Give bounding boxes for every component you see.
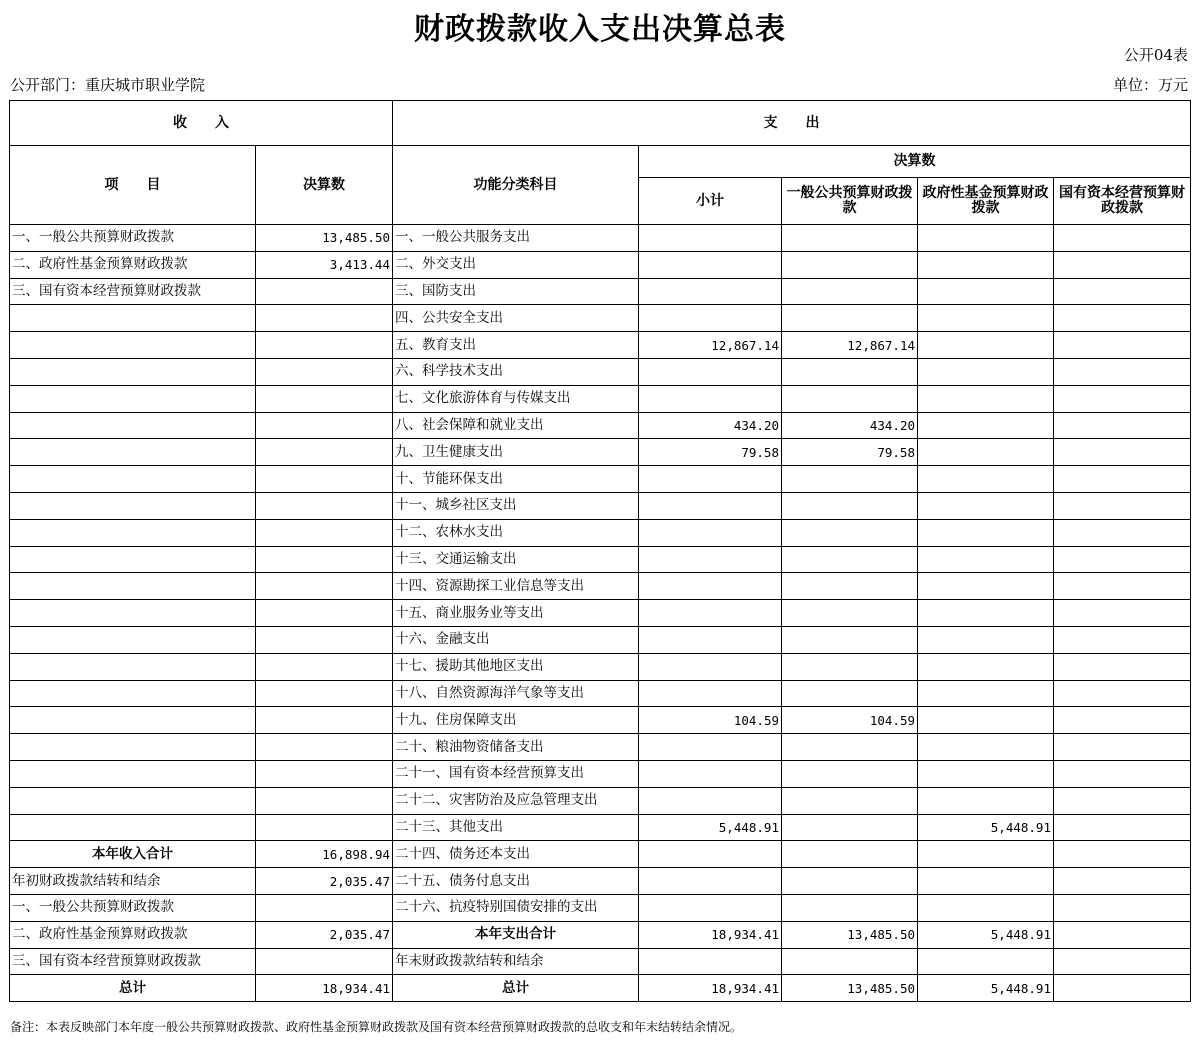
income-amount-cell <box>256 680 393 707</box>
subtotal-cell <box>639 626 782 653</box>
fund-budget-cell <box>918 305 1054 332</box>
general-budget-cell <box>782 600 918 627</box>
general-budget-cell <box>782 868 918 895</box>
income-item-cell: 三、国有资本经营预算财政拨款 <box>10 948 256 975</box>
table-row <box>10 546 1191 573</box>
income-amount-cell <box>256 573 393 600</box>
state-capital-cell <box>1054 600 1191 627</box>
table-row <box>10 466 1191 493</box>
subtotal-header: 小计 <box>639 178 782 225</box>
page-title: 财政拨款收入支出决算总表 <box>414 12 786 47</box>
category-header: 功能分类科目 <box>393 146 639 225</box>
income-item-cell: 一、一般公共预算财政拨款 <box>10 894 256 921</box>
income-amount-cell <box>256 305 393 332</box>
expense-item-cell: 二十、粮油物资储备支出 <box>393 734 639 761</box>
header-row-2 <box>10 146 1191 178</box>
income-item-cell <box>10 466 256 493</box>
general-budget-cell <box>782 734 918 761</box>
income-amount-cell <box>256 466 393 493</box>
income-item-cell <box>10 734 256 761</box>
state-capital-cell <box>1054 439 1191 466</box>
table-row <box>10 760 1191 787</box>
fund-budget-cell <box>918 948 1054 975</box>
general-budget-cell <box>782 653 918 680</box>
income-item-cell <box>10 439 256 466</box>
expense-item-cell: 一、一般公共服务支出 <box>393 225 639 252</box>
table-row <box>10 573 1191 600</box>
general-budget-cell: 79.58 <box>782 439 918 466</box>
state-capital-cell <box>1054 948 1191 975</box>
general-budget-cell <box>782 546 918 573</box>
state-capital-cell <box>1054 841 1191 868</box>
subtotal-cell <box>639 573 782 600</box>
expense-item-cell: 八、社会保障和就业支出 <box>393 412 639 439</box>
state-capital-cell <box>1054 546 1191 573</box>
expense-item-cell: 十一、城乡社区支出 <box>393 492 639 519</box>
table-row <box>10 787 1191 814</box>
subtotal-cell <box>639 225 782 252</box>
subtotal-cell: 79.58 <box>639 439 782 466</box>
subtotal-cell <box>639 519 782 546</box>
state-capital-cell <box>1054 332 1191 359</box>
income-item-cell <box>10 492 256 519</box>
subtotal-cell <box>639 841 782 868</box>
fund-budget-cell <box>918 600 1054 627</box>
fund-budget-cell <box>918 734 1054 761</box>
subtotal-cell <box>639 358 782 385</box>
table-row <box>10 734 1191 761</box>
income-amount-cell <box>256 814 393 841</box>
income-item-cell <box>10 787 256 814</box>
table-row <box>10 868 1191 895</box>
state-capital-cell <box>1054 787 1191 814</box>
general-budget-cell <box>782 385 918 412</box>
income-item-cell <box>10 358 256 385</box>
expense-item-cell: 七、文化旅游体育与传媒支出 <box>393 385 639 412</box>
income-amount-cell <box>256 278 393 305</box>
income-item-cell: 总计 <box>10 975 256 1002</box>
general-budget-cell <box>782 492 918 519</box>
expense-item-cell: 四、公共安全支出 <box>393 305 639 332</box>
expense-item-cell: 十、节能环保支出 <box>393 466 639 493</box>
general-budget-cell <box>782 814 918 841</box>
fund-budget-cell <box>918 894 1054 921</box>
income-item-cell <box>10 332 256 359</box>
income-amount-cell <box>256 412 393 439</box>
state-capital-cell <box>1054 975 1191 1002</box>
subtotal-cell <box>639 385 782 412</box>
expense-item-cell: 十九、住房保障支出 <box>393 707 639 734</box>
state-capital-cell <box>1054 225 1191 252</box>
general-budget-cell: 12,867.14 <box>782 332 918 359</box>
expense-item-cell: 十七、援助其他地区支出 <box>393 653 639 680</box>
income-amount-cell <box>256 600 393 627</box>
income-item-cell <box>10 760 256 787</box>
state-capital-cell <box>1054 734 1191 761</box>
subtotal-cell <box>639 868 782 895</box>
expense-item-cell: 十八、自然资源海洋气象等支出 <box>393 680 639 707</box>
income-amount-cell <box>256 626 393 653</box>
state-capital-cell <box>1054 680 1191 707</box>
table-row <box>10 894 1191 921</box>
subtotal-cell: 5,448.91 <box>639 814 782 841</box>
income-item-cell <box>10 385 256 412</box>
state-capital-cell <box>1054 921 1191 948</box>
state-capital-cell <box>1054 412 1191 439</box>
income-item-cell: 一、一般公共预算财政拨款 <box>10 225 256 252</box>
general-budget-cell <box>782 519 918 546</box>
fund-budget-cell <box>918 546 1054 573</box>
state-capital-cell <box>1054 278 1191 305</box>
state-capital-cell <box>1054 626 1191 653</box>
fund-budget-cell <box>918 492 1054 519</box>
income-item-cell <box>10 573 256 600</box>
general-budget-cell <box>782 305 918 332</box>
fund-budget-cell <box>918 707 1054 734</box>
income-item-cell <box>10 653 256 680</box>
state-capital-cell <box>1054 707 1191 734</box>
subtotal-cell <box>639 787 782 814</box>
general-budget-cell <box>782 760 918 787</box>
income-amount-cell <box>256 358 393 385</box>
table-row <box>10 921 1191 948</box>
expense-item-cell: 二、外交支出 <box>393 251 639 278</box>
table-row <box>10 358 1191 385</box>
income-item-cell: 本年收入合计 <box>10 841 256 868</box>
income-amount-cell: 16,898.94 <box>256 841 393 868</box>
general-budget-cell: 434.20 <box>782 412 918 439</box>
unit-label: 单位：万元 <box>1112 76 1188 94</box>
fund-budget-cell <box>918 573 1054 600</box>
expense-item-cell: 二十五、债务付息支出 <box>393 868 639 895</box>
table-row <box>10 653 1191 680</box>
expense-item-cell: 二十四、债务还本支出 <box>393 841 639 868</box>
final-group-header: 决算数 <box>639 146 1191 178</box>
income-amount-cell <box>256 546 393 573</box>
expense-item-cell: 五、教育支出 <box>393 332 639 359</box>
expense-item-cell: 十三、交通运输支出 <box>393 546 639 573</box>
state-capital-cell <box>1054 466 1191 493</box>
income-item-cell <box>10 412 256 439</box>
fund-budget-cell <box>918 760 1054 787</box>
item-header: 项 目 <box>10 146 256 225</box>
department-label: 公开部门：重庆城市职业学院 <box>10 76 206 94</box>
state-capital-cell <box>1054 385 1191 412</box>
budget-table <box>9 100 1191 1002</box>
table-row <box>10 841 1191 868</box>
table-row <box>10 975 1191 1002</box>
header-row-1 <box>10 101 1191 146</box>
income-item-cell <box>10 519 256 546</box>
expense-item-cell: 二十六、抗疫特别国债安排的支出 <box>393 894 639 921</box>
general-budget-cell <box>782 251 918 278</box>
subtotal-cell <box>639 466 782 493</box>
fund-budget-cell: 5,448.91 <box>918 975 1054 1002</box>
fund-budget-cell <box>918 841 1054 868</box>
subtotal-cell <box>639 305 782 332</box>
subtotal-cell <box>639 760 782 787</box>
subtotal-cell: 18,934.41 <box>639 921 782 948</box>
expense-header: 支 出 <box>393 101 1191 146</box>
subtotal-cell <box>639 546 782 573</box>
fund-budget-cell <box>918 787 1054 814</box>
state-capital-header: 国有资本经营预算财政拨款 <box>1054 178 1191 225</box>
table-row <box>10 707 1191 734</box>
table-row <box>10 385 1191 412</box>
general-budget-cell <box>782 358 918 385</box>
fund-budget-cell <box>918 653 1054 680</box>
fund-budget-cell <box>918 251 1054 278</box>
subtotal-cell <box>639 653 782 680</box>
table-row <box>10 278 1191 305</box>
general-budget-cell <box>782 626 918 653</box>
income-amount-cell <box>256 948 393 975</box>
income-amount-cell <box>256 492 393 519</box>
income-amount-cell <box>256 734 393 761</box>
subtotal-cell <box>639 894 782 921</box>
expense-item-cell: 三、国防支出 <box>393 278 639 305</box>
general-budget-cell <box>782 894 918 921</box>
state-capital-cell <box>1054 814 1191 841</box>
table-row <box>10 948 1191 975</box>
income-item-cell <box>10 305 256 332</box>
income-amount-cell <box>256 519 393 546</box>
income-amount-cell <box>256 707 393 734</box>
fund-budget-cell <box>918 439 1054 466</box>
expense-item-cell: 总计 <box>393 975 639 1002</box>
table-row <box>10 225 1191 252</box>
income-amount-cell <box>256 787 393 814</box>
expense-item-cell: 六、科学技术支出 <box>393 358 639 385</box>
income-amount-cell: 2,035.47 <box>256 868 393 895</box>
income-amount-cell <box>256 332 393 359</box>
fund-budget-cell <box>918 385 1054 412</box>
expense-item-cell: 十六、金融支出 <box>393 626 639 653</box>
table-code: 公开04表 <box>1123 46 1188 64</box>
income-header: 收 入 <box>10 101 393 146</box>
general-budget-header: 一般公共预算财政拨款 <box>782 178 918 225</box>
general-budget-cell <box>782 841 918 868</box>
general-budget-cell <box>782 466 918 493</box>
table-row <box>10 305 1191 332</box>
table-row <box>10 519 1191 546</box>
fund-budget-cell <box>918 278 1054 305</box>
subtotal-cell <box>639 680 782 707</box>
fund-budget-cell <box>918 358 1054 385</box>
income-item-cell <box>10 626 256 653</box>
footnote: 备注：本表反映部门本年度一般公共预算财政拨款、政府性基金预算财政拨款及国有资本经营预算财政拨款的总收支和年末结转结余情况。 <box>10 1020 743 1034</box>
table-row <box>10 412 1191 439</box>
state-capital-cell <box>1054 868 1191 895</box>
expense-item-cell: 十二、农林水支出 <box>393 519 639 546</box>
subtotal-cell <box>639 278 782 305</box>
income-item-cell <box>10 546 256 573</box>
expense-item-cell: 年末财政拨款结转和结余 <box>393 948 639 975</box>
subtotal-cell: 12,867.14 <box>639 332 782 359</box>
income-amount-cell: 3,413.44 <box>256 251 393 278</box>
general-budget-cell: 13,485.50 <box>782 975 918 1002</box>
fund-budget-cell: 5,448.91 <box>918 921 1054 948</box>
general-budget-cell <box>782 573 918 600</box>
state-capital-cell <box>1054 760 1191 787</box>
expense-item-cell: 二十二、灾害防治及应急管理支出 <box>393 787 639 814</box>
table-row <box>10 251 1191 278</box>
income-amount-cell: 18,934.41 <box>256 975 393 1002</box>
subtotal-cell: 434.20 <box>639 412 782 439</box>
fund-budget-cell <box>918 225 1054 252</box>
income-item-cell: 二、政府性基金预算财政拨款 <box>10 251 256 278</box>
income-item-cell <box>10 600 256 627</box>
subtotal-cell <box>639 600 782 627</box>
income-amount-cell: 2,035.47 <box>256 921 393 948</box>
expense-item-cell: 二十三、其他支出 <box>393 814 639 841</box>
general-budget-cell <box>782 225 918 252</box>
table-row <box>10 332 1191 359</box>
income-item-cell <box>10 707 256 734</box>
expense-item-cell: 本年支出合计 <box>393 921 639 948</box>
general-budget-cell <box>782 278 918 305</box>
expense-item-cell: 十五、商业服务业等支出 <box>393 600 639 627</box>
income-amount-cell <box>256 653 393 680</box>
income-item-cell: 年初财政拨款结转和结余 <box>10 868 256 895</box>
expense-item-cell: 十四、资源勘探工业信息等支出 <box>393 573 639 600</box>
table-row <box>10 492 1191 519</box>
general-budget-cell: 13,485.50 <box>782 921 918 948</box>
income-amount-cell: 13,485.50 <box>256 225 393 252</box>
income-item-cell: 三、国有资本经营预算财政拨款 <box>10 278 256 305</box>
fund-budget-cell <box>918 626 1054 653</box>
fund-budget-cell <box>918 412 1054 439</box>
income-item-cell: 二、政府性基金预算财政拨款 <box>10 921 256 948</box>
general-budget-cell <box>782 787 918 814</box>
general-budget-cell <box>782 680 918 707</box>
fund-budget-cell: 5,448.91 <box>918 814 1054 841</box>
income-amount-cell <box>256 439 393 466</box>
income-amount-cell <box>256 760 393 787</box>
subtotal-cell <box>639 948 782 975</box>
subtotal-cell <box>639 251 782 278</box>
income-item-cell <box>10 814 256 841</box>
fund-budget-cell <box>918 519 1054 546</box>
final-amount-header: 决算数 <box>256 146 393 225</box>
expense-item-cell: 九、卫生健康支出 <box>393 439 639 466</box>
state-capital-cell <box>1054 519 1191 546</box>
state-capital-cell <box>1054 251 1191 278</box>
table-row <box>10 814 1191 841</box>
subtotal-cell <box>639 734 782 761</box>
fund-budget-header: 政府性基金预算财政拨款 <box>918 178 1054 225</box>
fund-budget-cell <box>918 868 1054 895</box>
subtotal-cell <box>639 492 782 519</box>
subtotal-cell: 104.59 <box>639 707 782 734</box>
state-capital-cell <box>1054 894 1191 921</box>
state-capital-cell <box>1054 492 1191 519</box>
subtotal-cell: 18,934.41 <box>639 975 782 1002</box>
income-amount-cell <box>256 894 393 921</box>
income-amount-cell <box>256 385 393 412</box>
fund-budget-cell <box>918 332 1054 359</box>
general-budget-cell: 104.59 <box>782 707 918 734</box>
table-row <box>10 626 1191 653</box>
general-budget-cell <box>782 948 918 975</box>
state-capital-cell <box>1054 573 1191 600</box>
fund-budget-cell <box>918 680 1054 707</box>
income-item-cell <box>10 680 256 707</box>
table-row <box>10 600 1191 627</box>
table-row <box>10 439 1191 466</box>
fund-budget-cell <box>918 466 1054 493</box>
table-row <box>10 680 1191 707</box>
state-capital-cell <box>1054 358 1191 385</box>
expense-item-cell: 二十一、国有资本经营预算支出 <box>393 760 639 787</box>
state-capital-cell <box>1054 305 1191 332</box>
state-capital-cell <box>1054 653 1191 680</box>
